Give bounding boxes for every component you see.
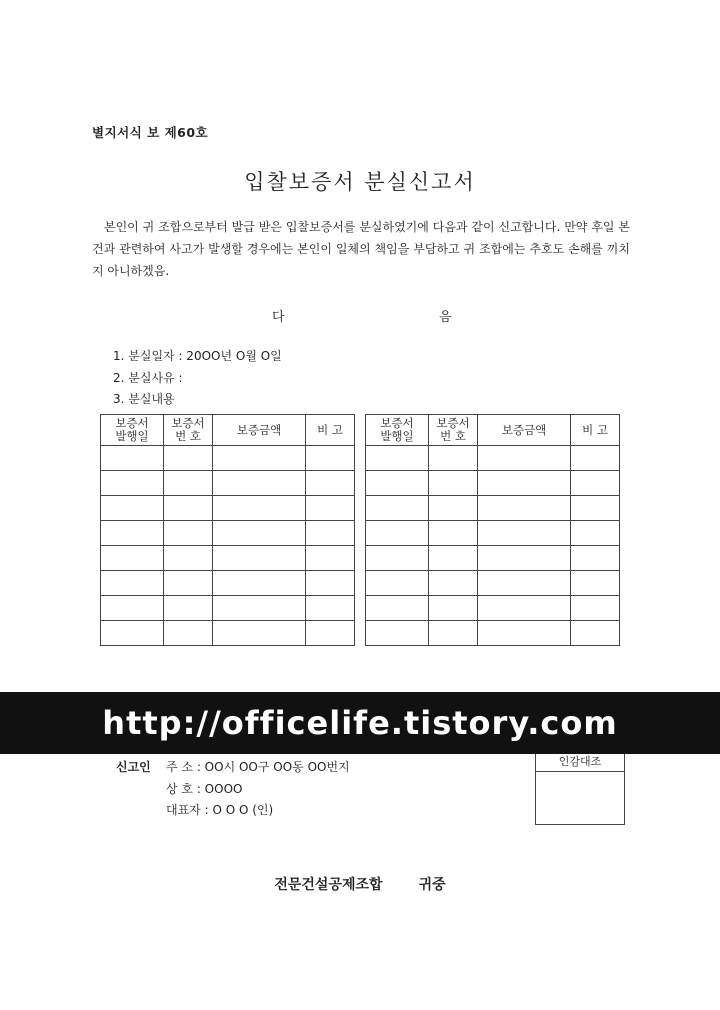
table-cell [571, 521, 620, 546]
table-cell [164, 571, 213, 596]
form-number: 별지서식 보 제60호 [92, 125, 209, 140]
table-row [101, 546, 355, 571]
item-list [113, 346, 282, 411]
table-cell [101, 471, 164, 496]
table-cell [306, 596, 355, 621]
table-cell [101, 496, 164, 521]
table-cell [478, 521, 571, 546]
table-cell [164, 596, 213, 621]
table-cell [164, 546, 213, 571]
table-cell [164, 621, 213, 646]
rep-label: 대표자 [166, 803, 201, 817]
table-cell [306, 546, 355, 571]
reporter-section [116, 757, 350, 822]
table-cell [366, 446, 429, 471]
item-loss-date: 1. 분실일자 : 20OO년 O월 O일 [113, 349, 282, 363]
table-row [101, 571, 355, 596]
table-cell [429, 546, 478, 571]
table-cell [213, 496, 306, 521]
table-cell [366, 571, 429, 596]
table-cell [429, 496, 478, 521]
table-cell [478, 471, 571, 496]
table-row [101, 621, 355, 646]
loss-table-right [365, 414, 620, 646]
address-label: 주 소 [166, 760, 193, 774]
table-row [366, 571, 620, 596]
table-cell [366, 471, 429, 496]
table-cell [213, 446, 306, 471]
table-cell [571, 471, 620, 496]
table-cell [101, 446, 164, 471]
address-value: : OO시 OO구 OO동 OO번지 [196, 760, 350, 774]
table-cell [213, 621, 306, 646]
rep-value: : O O O (인) [204, 803, 274, 817]
table-cell [213, 596, 306, 621]
table-cell [306, 521, 355, 546]
col-remark: 비 고 [571, 415, 620, 446]
table-row [101, 446, 355, 471]
table-cell [366, 521, 429, 546]
table-row [366, 471, 620, 496]
table-cell [164, 446, 213, 471]
table-cell [571, 546, 620, 571]
company-value: : OOOO [196, 781, 243, 796]
table-cell [478, 496, 571, 521]
table-cell [306, 571, 355, 596]
heading-da: 다 [272, 310, 285, 325]
table-row [101, 496, 355, 521]
table-cell [571, 621, 620, 646]
document-title: 입찰보증서 분실신고서 [244, 170, 476, 194]
table-cell [366, 546, 429, 571]
table-cell [101, 546, 164, 571]
table-cell [164, 521, 213, 546]
table-cell [429, 571, 478, 596]
reporter-label: 신고인 [116, 760, 151, 774]
table-cell [213, 571, 306, 596]
table-row [366, 496, 620, 521]
table-cell [306, 471, 355, 496]
table-cell [306, 496, 355, 521]
table-cell [429, 521, 478, 546]
table-cell [478, 621, 571, 646]
seal-label: 인감대조 [536, 754, 624, 772]
table-cell [571, 596, 620, 621]
table-cell [429, 596, 478, 621]
table-row [101, 471, 355, 496]
table-row [101, 596, 355, 621]
table-cell [571, 446, 620, 471]
table-cell [366, 496, 429, 521]
intro-paragraph: 본인이 귀 조합으로부터 발급 받은 입찰보증서를 분실하였기에 다음과 같이 신고합니다. 만약 후일 본 건과 관련하여 사고가 발생할 경우에는 본인이 일체의 책임을 부담하고 귀 조합에는 추호도 손해를 끼치지 아니하겠음. [92, 220, 630, 278]
col-amount: 보증금액 [213, 415, 306, 446]
table-cell [429, 471, 478, 496]
table-row [366, 546, 620, 571]
reporter-address-row [116, 757, 350, 779]
table-cell [571, 496, 620, 521]
item-loss-content: 3. 분실내용 [113, 392, 175, 406]
table-row [366, 596, 620, 621]
table-cell [101, 571, 164, 596]
table-cell [478, 596, 571, 621]
addressee-org: 전문건설공제조합 [274, 877, 383, 893]
table-cell [478, 446, 571, 471]
table-cell [213, 471, 306, 496]
col-remark: 비 고 [306, 415, 355, 446]
table-cell [429, 621, 478, 646]
addressee-honorific: 귀중 [418, 877, 446, 893]
col-number: 보증서 번 호 [429, 415, 478, 446]
table-cell [101, 596, 164, 621]
table-cell [306, 446, 355, 471]
table-row [366, 446, 620, 471]
table-cell [213, 546, 306, 571]
col-issue-date: 보증서 발행일 [366, 415, 429, 446]
table-cell [478, 546, 571, 571]
item-loss-reason: 2. 분실사유 : [113, 370, 183, 385]
table-cell [101, 521, 164, 546]
table-cell [366, 596, 429, 621]
table-cell [164, 496, 213, 521]
table-cell [306, 621, 355, 646]
col-issue-date: 보증서 발행일 [101, 415, 164, 446]
table-cell [429, 446, 478, 471]
col-number: 보증서 번 호 [164, 415, 213, 446]
table-row [366, 521, 620, 546]
table-row [366, 621, 620, 646]
table-cell [571, 571, 620, 596]
loss-table-left [100, 414, 355, 646]
seal-box [535, 753, 625, 825]
reporter-company-row [116, 779, 350, 801]
company-label: 상 호 [166, 781, 193, 796]
heading-eum: 음 [439, 310, 452, 325]
table-cell [164, 471, 213, 496]
table-cell [101, 621, 164, 646]
table-row [101, 521, 355, 546]
table-cell [478, 571, 571, 596]
table-body [101, 446, 355, 646]
table-cell [366, 621, 429, 646]
addressee [0, 874, 720, 894]
col-amount: 보증금액 [478, 415, 571, 446]
reporter-rep-row [116, 800, 350, 822]
table-cell [213, 521, 306, 546]
table-body [366, 446, 620, 646]
watermark-url: http://officelife.tistory.com [102, 704, 618, 742]
